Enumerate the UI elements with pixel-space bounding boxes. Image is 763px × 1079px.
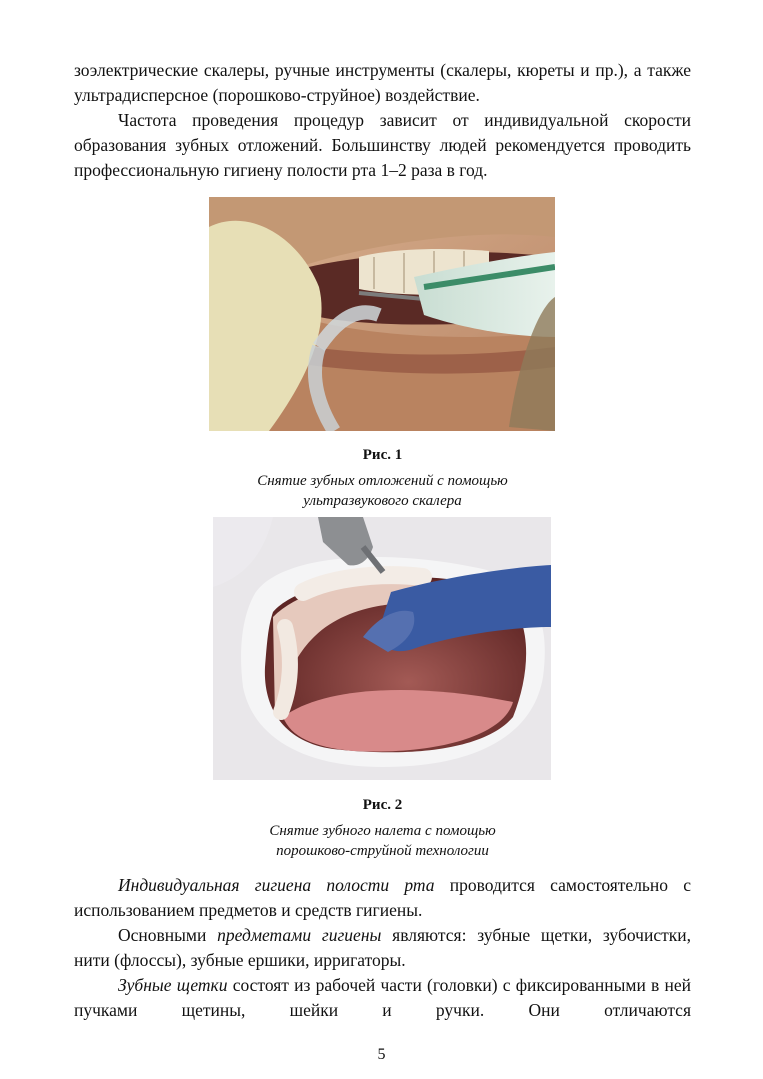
figure-1-caption-line-2: ультразвукового скалера bbox=[303, 493, 462, 509]
term-hygiene-items: предметами гигиены bbox=[217, 925, 382, 945]
paragraph-individual-hygiene bbox=[74, 873, 691, 923]
paragraph-continuation: зоэлектрические скалеры, ручные инструменты (скалеры, кюреты и пр.), а также ультрадисперсное (порошково-струйное) воздействие. bbox=[74, 60, 691, 105]
figure-2-caption bbox=[74, 821, 691, 861]
term-toothbrushes: Зубные щетки bbox=[118, 975, 228, 995]
paragraph-toothbrushes bbox=[74, 973, 691, 1023]
paragraph-hygiene-items-lead: Основными bbox=[118, 925, 218, 945]
paragraph-hygiene-items-text: являются: зубные щетки, зубочистки, нити (флоссы), зубные ершики, ирригаторы. bbox=[74, 925, 691, 970]
page-number: 5 bbox=[377, 1046, 386, 1063]
figure-2-caption-line-2: порошково-струйной технологии bbox=[276, 843, 489, 859]
term-individual-hygiene: Индивидуальная гигиена полости рта bbox=[118, 875, 435, 895]
paragraph-individual-hygiene-text: проводится самостоятельно с использованием предметов и средств гигиены. bbox=[74, 875, 692, 920]
page-content bbox=[74, 58, 691, 1023]
figure-1-photo bbox=[209, 197, 555, 431]
figure-2-label: Рис. 2 bbox=[362, 797, 403, 813]
paragraph-hygiene-items bbox=[74, 923, 691, 973]
figure-2-photo bbox=[213, 517, 551, 780]
figure-2-caption-line-1: Снятие зубного налета с помощью bbox=[269, 823, 496, 839]
figure-1-caption-line-1: Снятие зубных отложений с помощью bbox=[257, 473, 508, 489]
figure-1-label: Рис. 1 bbox=[362, 447, 403, 463]
paragraph-frequency: Частота проведения процедур зависит от индивидуальной скорости образования зубных отложений. Большинству людей рекомендуется проводить профессиональную гигиену полости рта 1–2 раза в год. bbox=[74, 110, 691, 180]
figure-1-caption bbox=[74, 471, 691, 511]
paragraph-toothbrushes-text: состоят из рабочей части (головки) с фиксированными в ней пучками щетины, шейки и ручки. Они отличаются bbox=[74, 975, 692, 1020]
